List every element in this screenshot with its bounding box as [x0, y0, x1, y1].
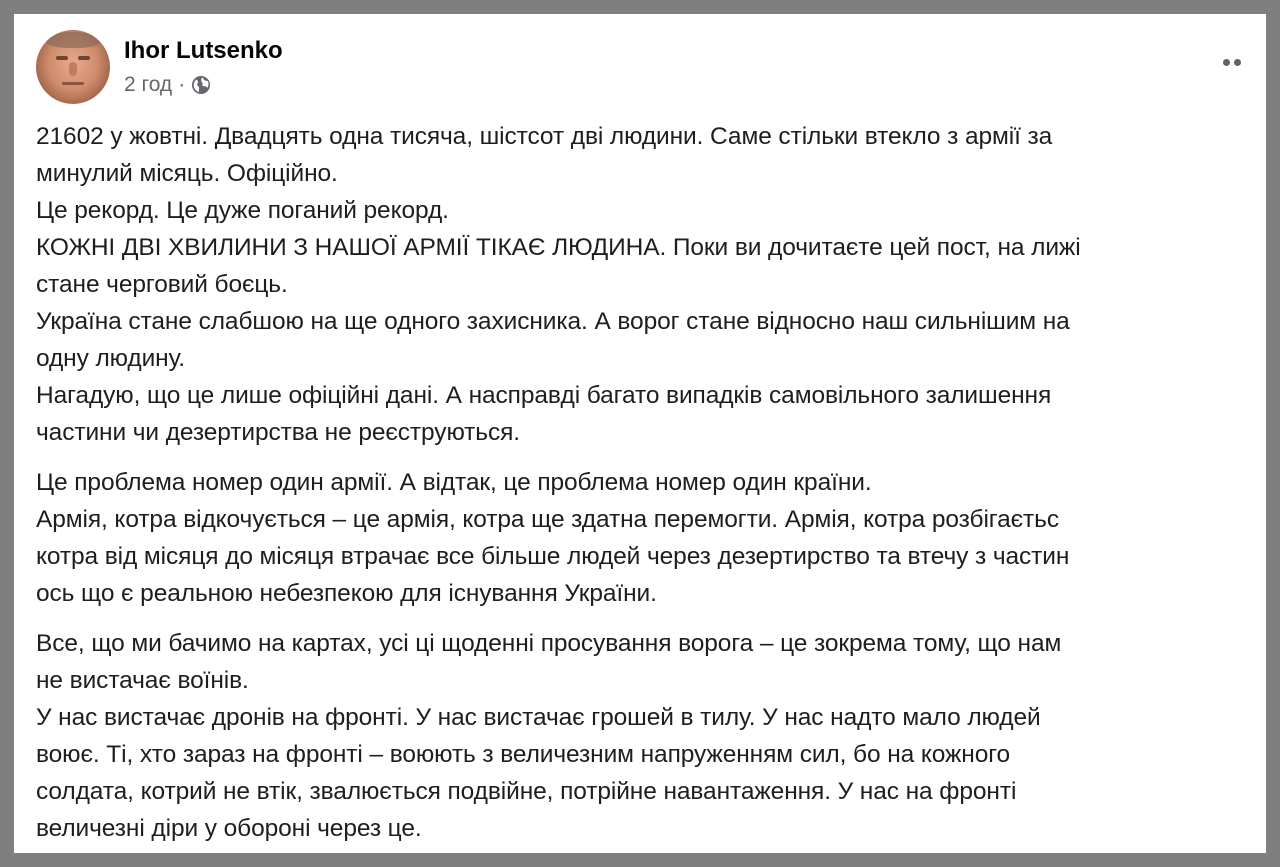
post-body: [36, 118, 1251, 860]
text-line: Це проблема номер один армії. А відтак, це проблема номер один країни.: [36, 469, 872, 496]
avatar-eye: [78, 56, 90, 60]
more-options-icon-dot: [1234, 59, 1241, 66]
text-line: величезні діри у обороні через це.: [36, 815, 422, 842]
avatar-mouth: [62, 82, 84, 85]
author-avatar[interactable]: [36, 30, 110, 104]
text-line: КОЖНІ ДВІ ХВИЛИНИ З НАШОЇ АРМІЇ ТІКАЄ ЛЮДИНА. Поки ви дочитаєте цей пост, на лижі: [36, 234, 1081, 261]
post-subline: [124, 72, 283, 98]
text-line: Армія, котра відкочується – це армія, котра ще здатна перемогти. Армія, котра розбігаєтьс: [36, 506, 1059, 533]
text-line: стане черговий боєць.: [36, 271, 288, 298]
text-line: минулий місяць. Офіційно.: [36, 160, 338, 187]
avatar-nose: [69, 62, 77, 76]
text-line: 21602 у жовтні. Двадцять одна тисяча, шістсот дві людини. Саме стільки втекло з армії за: [36, 123, 1053, 150]
more-options-button[interactable]: [1218, 52, 1246, 72]
text-line: Нагадую, що це лише офіційні дані. А насправді багато випадків самовільного залишення: [36, 382, 1052, 409]
avatar-hair: [46, 32, 100, 48]
text-line: воює. Ті, хто зараз на фронті – воюють з величезним напруженням сил, бо на кожного: [36, 741, 1011, 768]
post-meta: [124, 36, 283, 98]
text-line: Це рекорд. Це дуже поганий рекорд.: [36, 197, 449, 224]
text-line: У нас вистачає дронів на фронті. У нас вистачає грошей в тилу. У нас надто мало людей: [36, 704, 1041, 731]
paragraph: [36, 625, 1251, 847]
more-options-icon-dot: [1223, 59, 1230, 66]
text-line: одну людину.: [36, 345, 186, 372]
text-line: Україна стане слабшою на ще одного захисника. А ворог стане відносно наш сильнішим на: [36, 308, 1070, 335]
meta-separator: ·: [178, 73, 186, 96]
paragraph: [36, 464, 1251, 612]
text-line: котра від місяця до місяця втрачає все більше людей через дезертирство та втечу з частин: [36, 543, 1070, 570]
text-line: солдата, котрий не втік, звалюється подвійне, потрійне навантаження. У нас на фронті: [36, 778, 1017, 805]
text-line: ось що є реальною небезпекою для існування України.: [36, 580, 657, 607]
text-line: частини чи дезертирства не реєструються.: [36, 419, 520, 446]
avatar-eye: [56, 56, 68, 60]
text-line: Все, що ми бачимо на картах, усі ці щоденні просування ворога – це зокрема тому, що нам: [36, 630, 1062, 657]
post-timestamp[interactable]: 2 год: [124, 73, 173, 96]
paragraph: [36, 118, 1251, 451]
text-line: не вистачає воїнів.: [36, 667, 249, 694]
post-header: [36, 30, 283, 104]
facebook-post-card: [14, 14, 1266, 853]
globe-icon[interactable]: [191, 75, 211, 95]
author-name[interactable]: Ihor Lutsenko: [124, 37, 283, 64]
